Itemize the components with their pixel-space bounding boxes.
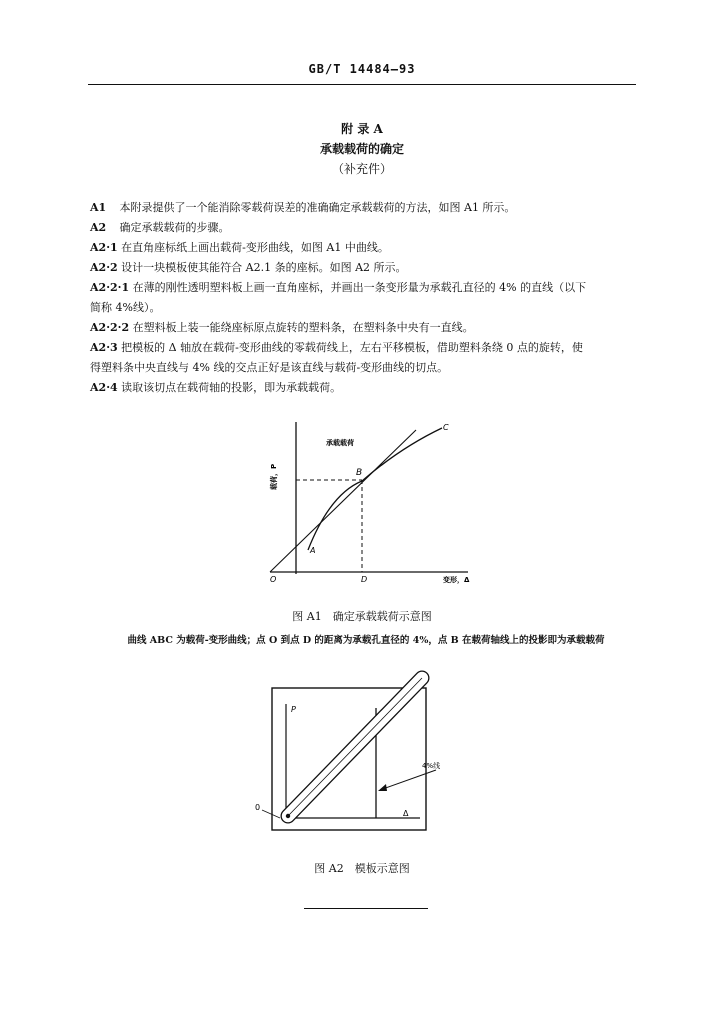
rotating-strip (288, 678, 422, 816)
clause-text: 把模板的 Δ 轴放在载荷-变形曲线的零载荷线上，左右平移模板，借助塑料条绕 0 点的旋转，使 (121, 341, 583, 354)
clause-number: A2·2·1 (90, 281, 130, 294)
paragraph (90, 238, 638, 258)
clause-text: 在直角座标纸上画出载荷-变形曲线，如图 A1 中曲线。 (121, 241, 389, 254)
clause-number: A2·2 (90, 261, 118, 274)
clause-text: 本附录提供了一个能消除零载荷误差的准确确定承载载荷的方法，如图 A1 所示。 (119, 201, 516, 214)
clause-number: A2·3 (90, 341, 118, 354)
appendix-subtitle: （补充件） (331, 162, 392, 176)
paragraph (90, 338, 638, 358)
figure-a1-note: 曲线 ABC 为载荷-变形曲线；点 O 到点 D 的距离为承载孔直径的 4%，点 B 在载荷轴线上的投影即为承载载荷 (127, 635, 605, 646)
load-bearing-label: 承载载荷 (326, 439, 354, 447)
figure-a2-diagram (250, 664, 440, 844)
figure-a2-caption: 图 A2 模板示意图 (314, 862, 410, 875)
paragraph (90, 218, 638, 238)
clause-number: A2·2·2 (90, 321, 130, 334)
template-4pct-label: 4%线 (422, 762, 440, 770)
appendix-label: 附 录 A (341, 122, 383, 136)
clause-text: 简称 4%线）。 (90, 301, 161, 314)
paragraph (90, 258, 638, 278)
end-rule (304, 908, 428, 909)
paragraph (90, 278, 638, 298)
standard-code: GB/T 14484—93 (308, 62, 416, 76)
arrowhead-icon (378, 784, 387, 791)
point-o-label: O (270, 575, 277, 584)
paragraph (90, 298, 638, 318)
figure-a1-diagram (250, 410, 480, 590)
clause-text: 确定承载载荷的步骤。 (119, 221, 230, 234)
leader-line-4pct (380, 770, 436, 790)
pivot-point (286, 814, 290, 818)
point-d-label: D (361, 575, 368, 584)
point-a-label: A (310, 546, 316, 555)
paragraph (90, 378, 638, 398)
clause-number: A2 (90, 221, 107, 234)
point-b-label: B (356, 468, 363, 478)
leader-line-origin (262, 810, 280, 818)
template-p-label: P (291, 705, 296, 714)
body-text (90, 198, 638, 398)
clause-text: 读取该切点在载荷轴的投影，即为承载载荷。 (121, 381, 342, 394)
clause-text: 得塑料条中央直线与 4% 线的交点正好是该直线与载荷-变形曲线的切点。 (90, 361, 449, 374)
x-axis-label: 变形，Δ (443, 576, 470, 584)
appendix-title: 承载载荷的确定 (319, 142, 404, 156)
paragraph (90, 198, 638, 218)
clause-text: 在塑料板上装一能绕座标原点旋转的塑料条，在塑料条中央有一直线。 (132, 321, 474, 334)
y-axis-label: 载荷，P (270, 463, 278, 490)
clause-text: 设计一块模板使其能符合 A2.1 条的座标。如图 A2 所示。 (121, 261, 407, 274)
clause-number: A1 (90, 201, 107, 214)
clause-number: A2·4 (90, 381, 118, 394)
header-rule (88, 84, 636, 85)
clause-text: 在薄的刚性透明塑料板上画一直角座标，并画出一条变形量为承载孔直径的 4% 的直线（以下 (132, 281, 587, 294)
paragraph (90, 358, 638, 378)
tangent-line (270, 430, 416, 572)
paragraph (90, 318, 638, 338)
template-origin-label: 0 (255, 803, 261, 812)
figure-a1-caption: 图 A1 确定承载载荷示意图 (292, 610, 432, 623)
clause-number: A2·1 (90, 241, 118, 254)
point-c-label: C (443, 423, 449, 432)
template-delta-label: Δ (403, 809, 409, 818)
